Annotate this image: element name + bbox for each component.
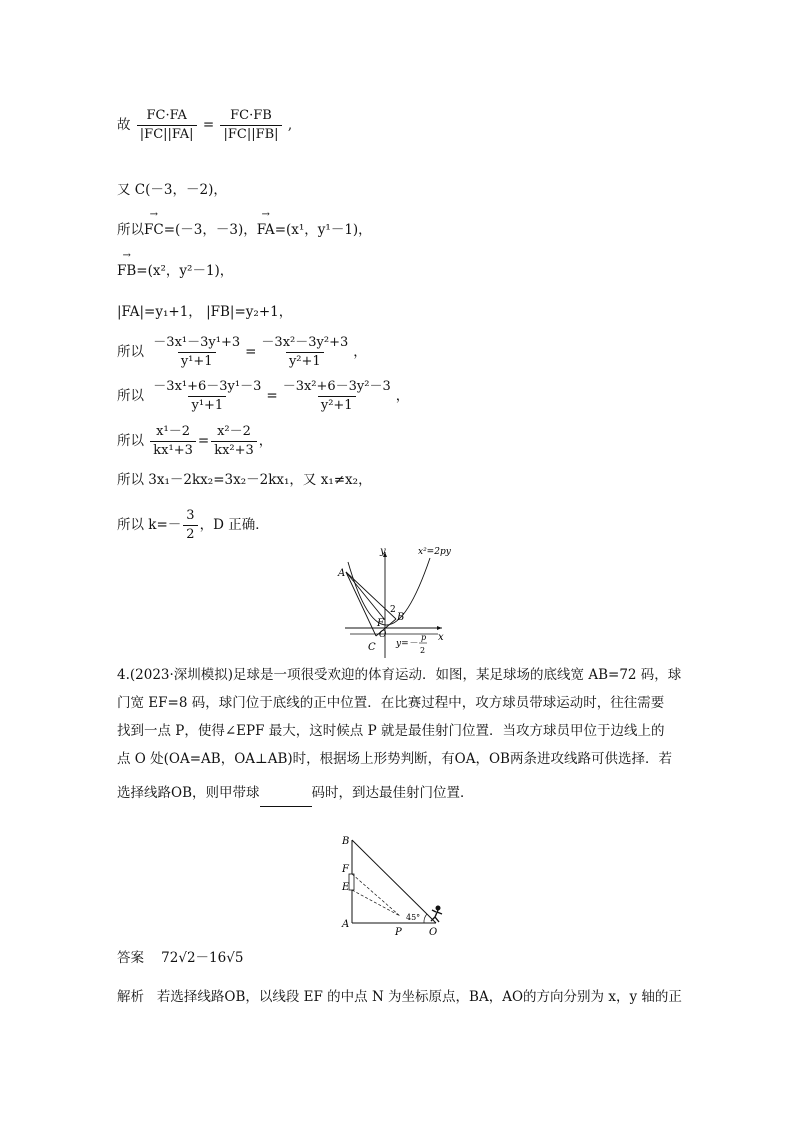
text-line-4 [117,262,233,280]
vector-value: =(x²，y²－1)， [136,263,234,279]
segment-ep [352,890,400,916]
fraction [150,335,243,370]
text-line-2: 又 C(－3，－2)， [117,182,227,198]
numerator: 3 [186,508,195,523]
denominator: y²+1 [286,352,324,370]
text-prefix: 所以 [117,344,144,360]
fraction [183,508,197,543]
angle-arc [424,914,427,923]
label-o: O [379,630,387,640]
abs-fb: |FB|=y₂+1， [206,304,293,320]
denominator: |FC||FA| [137,125,197,143]
label-2: 2 [390,605,396,615]
punct: ， [353,344,367,360]
vector-fb: → FB [117,262,136,280]
numerator: x¹－2 [156,424,190,439]
parabola-curve [348,558,430,625]
label-a: A [338,568,346,579]
line-ab [346,572,396,619]
label-c: C [368,642,376,653]
label-p: P [395,927,402,938]
label-f: F [377,618,384,629]
text-prefix: 所以 [117,222,144,238]
fraction [280,379,394,414]
text-prefix: 所以 k=－ [117,517,182,533]
text-prefix: 故 [117,117,131,133]
text-line-5 [117,303,292,321]
field-figure [338,828,458,938]
vector-fa: → FA [257,221,275,239]
equation-line-8: 所以 $\frac{\text{x¹－2}}{\text{kx¹+3}}$ = $\frac{\text{x²－2}}{\text{kx²+3}}$ ， [117,424,273,458]
numerator: －3x²－3y²+3 [261,335,349,350]
problem-line-1: 4.(2023·深圳模拟)足球是一项很受欢迎的体育运动．如图，某足球场的底线宽 AB=72 码，球 [117,667,682,683]
problem-line-5b: 码时，到达最佳射门位置． [311,785,474,801]
fraction [258,335,351,370]
label-a: A [342,919,350,930]
fraction [150,424,196,459]
denominator: y¹+1 [178,352,216,370]
directrix-den: 2 [420,646,426,655]
equation-line-6: 所以 $\frac{\text{－3x¹－3y¹+3}}{\text{y¹+1}}$ = $\frac{\text{－3x²－3y²+3}}{\text{y²+1}}$ ， [117,335,367,369]
numerator: －3x¹－3y¹+3 [153,335,241,350]
problem-line-4: 点 O 处(OA=AB，OA⊥AB)时，根据场上形势判断，有OA，OB两条进攻线路可供选择．若 [117,751,672,767]
fraction [220,108,281,143]
x-axis-arrow [437,626,442,630]
fraction [150,379,264,414]
problem-line-2: 门宽 EF=8 码，球门位于底线的正中位置．在比赛过程中，攻方球员带球运动时，往往需要 [117,695,665,711]
denominator: 2 [183,525,197,543]
text-prefix: 所以 [117,388,144,404]
solution-label: 解析 [117,989,144,1005]
vector-value: =(－3，－3)， [163,222,257,238]
denominator: |FC||FB| [220,125,281,143]
numerator: FC·FA [146,108,187,123]
problem-line-5 [117,779,682,807]
text-line-10 [117,508,269,543]
equation-line-7: 所以 $\frac{\text{－3x¹+6－3y¹－3}}{\text{y¹+1}}$ = $\frac{\text{－3x²+6－3y²－3}}{\text{y²+1}}$ ， [117,379,410,413]
label-b: B [397,612,405,623]
goal-ef [349,874,354,890]
problem-line-3: 找到一点 P，使得∠EPF 最大，这时候点 P 就是最佳射门位置．当攻方球员甲位于边线上的 [117,723,665,739]
problem-line-5a: 选择线路OB，则甲带球 [117,785,260,801]
numerator: x²－2 [217,424,251,439]
equals: = [202,117,215,133]
problem-4 [117,661,682,807]
answer-value: 72√2－16√5 [161,950,244,966]
label-o: O [429,927,438,938]
abs-fa: |FA|=y₁+1， [117,304,202,320]
punct: ， [258,433,273,449]
answer-blank [260,792,312,807]
text-line-3 [117,221,372,239]
denominator: kx¹+3 [150,441,196,459]
text-line-9: 所以 3x₁－2kx₂=3x₂－2kx₁，又 x₁≠x₂， [117,472,372,488]
punct: ， [395,388,410,404]
denominator: kx²+3 [211,441,257,459]
solution [117,985,682,1005]
vector-fc: → FC [144,221,164,239]
punct: , [287,117,293,133]
label-b: B [342,836,350,847]
label-e: E [342,882,350,893]
player-icon [431,906,442,923]
label-f: F [342,864,349,875]
fraction [137,108,197,143]
angle-label: 45° [406,913,421,922]
vector-value: =(x¹，y¹－1)， [274,222,372,238]
answer [117,946,243,966]
numerator: －3x²+6－3y²－3 [282,379,391,394]
denominator: y¹+1 [188,396,226,414]
numerator: －3x¹+6－3y¹－3 [153,379,262,394]
equation-line-1 [117,108,292,143]
text-prefix: 所以 [117,433,144,449]
answer-label: 答案 [117,950,144,966]
denominator: y²+1 [318,396,356,414]
solution-text: 若选择线路OB，以线段 EF 的中点 N 为坐标原点，BA，AO的方向分别为 x，y 轴的正 [156,989,682,1005]
fraction [211,424,257,459]
directrix-num: p [421,633,427,642]
curve-label: x²=2py [418,547,451,557]
punct: ，D 正确． [199,517,269,533]
label-y: y [380,546,386,557]
label-x: x [438,632,444,643]
parabola-figure [330,540,460,660]
numerator: FC·FB [230,108,272,123]
directrix-label: y=－ [396,639,418,649]
